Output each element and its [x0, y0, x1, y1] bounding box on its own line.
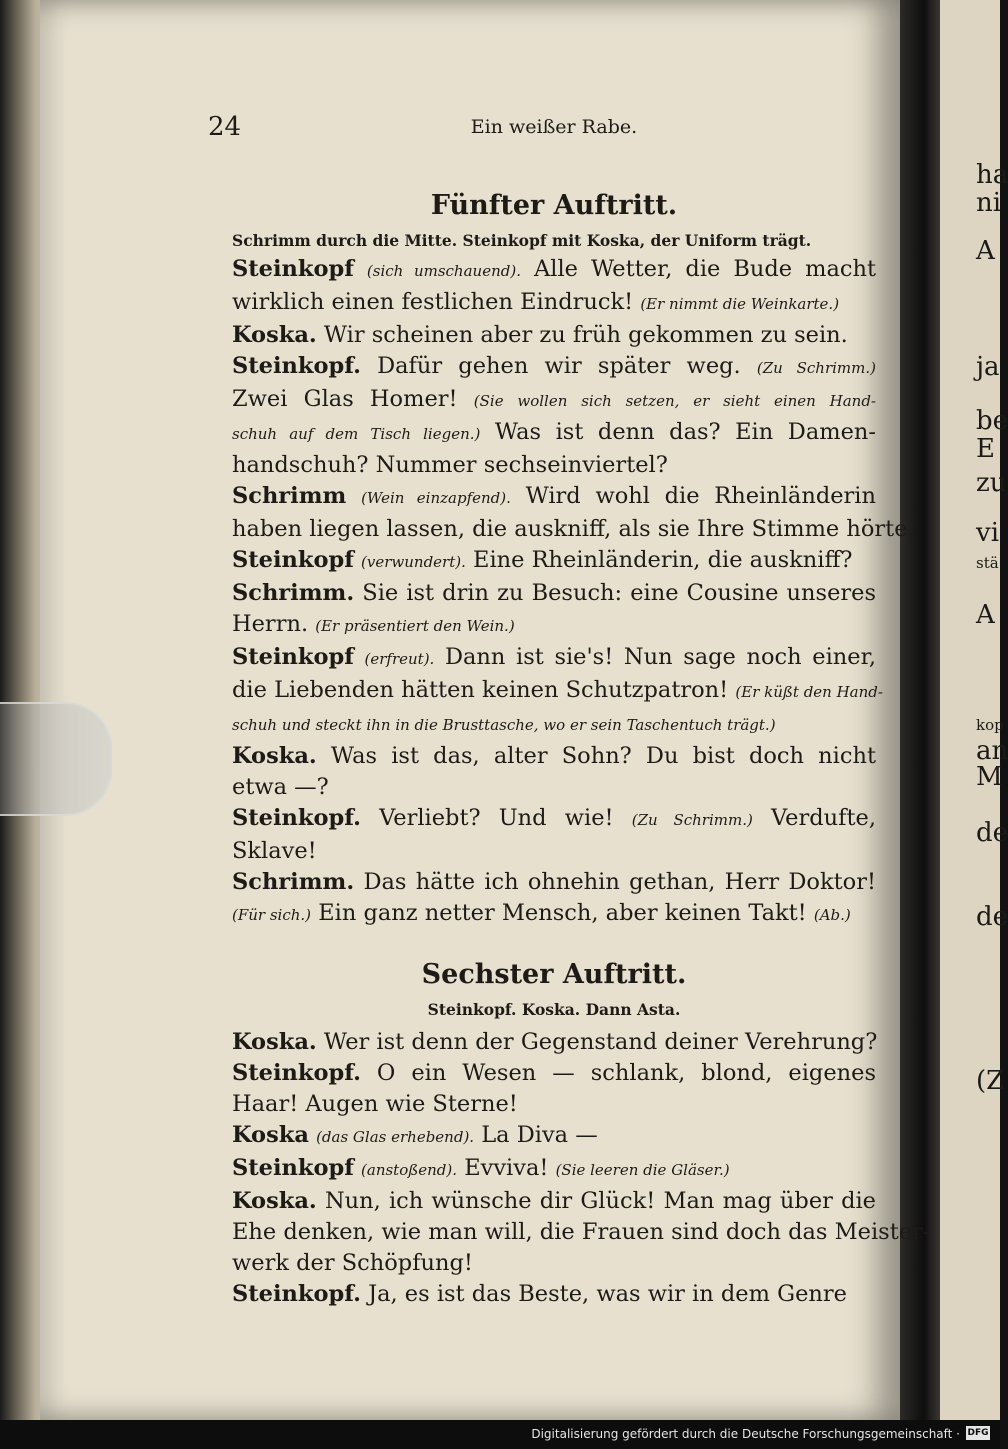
fragment-text: ni: [976, 188, 1002, 218]
footer-credit: Digitalisierung gefördert durch die Deutsche Forschungsgemeinschaft ·: [531, 1427, 960, 1441]
stage-direction: (Zu Schrimm.): [756, 359, 876, 377]
speaker-name: Steinkopf: [232, 547, 354, 573]
speaker-name: Koska.: [232, 1188, 317, 1214]
scene-title: Fünfter Auftritt.: [430, 190, 678, 221]
text-line: [232, 1058, 876, 1089]
stage-direction: (Sie leeren die Gläser.): [555, 1161, 730, 1179]
line-text: Verliebt? Und wie!: [379, 805, 614, 831]
fragment-text: de: [976, 818, 1008, 848]
line-text: La Diva —: [481, 1122, 598, 1148]
text-line: [232, 545, 876, 578]
text-line: [232, 609, 876, 642]
speaker-name: Koska.: [232, 743, 317, 769]
stage-direction: (Ab.): [813, 906, 851, 924]
speaker-name: Schrimm.: [232, 869, 355, 895]
fragment-text: stä: [976, 554, 999, 572]
text-line: [232, 1153, 876, 1186]
line-text: Eine Rheinländerin, die auskniff?: [473, 547, 853, 573]
text-line: [232, 578, 876, 609]
speaker-name: Steinkopf.: [232, 1281, 361, 1307]
line-text: Sklave!: [232, 838, 317, 864]
speaker-name: Koska.: [232, 322, 317, 348]
fragment-text: an: [976, 736, 1008, 766]
fragment-text: vi: [976, 518, 1000, 548]
speaker-name: Koska: [232, 1122, 309, 1148]
line-text: Dafür gehen wir später weg.: [377, 353, 741, 379]
fragment-text: kop: [976, 716, 1004, 734]
line-text: Wird wohl die Rheinländerin: [525, 483, 876, 509]
text-line: [232, 675, 883, 708]
speaker-name: Steinkopf: [232, 1155, 354, 1181]
line-text: Haar! Augen wie Sterne!: [232, 1091, 518, 1117]
page-content: [208, 112, 931, 1310]
line-text: Was ist denn das? Ein Damen-: [494, 419, 876, 445]
scene-title: Sechster Auftritt.: [421, 959, 687, 990]
fragment-text: ha: [976, 160, 1008, 190]
stage-direction: (Zu Schrimm.): [631, 811, 753, 829]
fragment-text: E: [976, 434, 995, 464]
text-line: [232, 1089, 876, 1120]
line-text: Ja, es ist das Beste, was wir in dem Genre: [368, 1281, 847, 1307]
footer-bar: [0, 1420, 1000, 1449]
stage-direction: (verwundert).: [361, 553, 466, 571]
dialogue-block: [232, 254, 915, 931]
line-text: Dann ist sie's! Nun sage noch einer,: [444, 644, 877, 670]
text-line: [232, 898, 876, 931]
text-line: [232, 287, 876, 320]
speaker-name: Steinkopf: [232, 644, 354, 670]
fragment-text: zu: [976, 468, 1007, 498]
stage-direction: (Er präsentiert den Wein.): [315, 617, 515, 635]
line-text: etwa —?: [232, 774, 329, 800]
line-text: O ein Wesen — schlank, blond, eigenes: [376, 1060, 876, 1086]
text-line: [232, 836, 876, 867]
stage-direction: (sich umschauend).: [366, 262, 521, 280]
line-text: Verdufte,: [771, 805, 876, 831]
line-text: handschuh? Nummer sechseinviertel?: [232, 452, 668, 478]
stage-direction: (Wein einzapfend).: [361, 489, 511, 507]
page-number: 24: [208, 112, 242, 142]
stage-direction: schuh und steckt ihn in die Brusttasche, wo er sein Taschentuch trägt.): [232, 716, 776, 734]
stage-direction: (anstoßend).: [361, 1161, 458, 1179]
line-text: wirklich einen festlichen Eindruck!: [232, 289, 634, 315]
running-title: Ein weißer Rabe.: [470, 116, 638, 138]
stage-direction: Schrimm durch die Mitte. Steinkopf mit Koska, der Uniform trägt.: [232, 231, 812, 250]
next-page-fragment: [940, 0, 1008, 1420]
text-line: [232, 1120, 876, 1153]
line-text: Alle Wetter, die Bude macht: [534, 256, 877, 282]
stage-direction: (Er nimmt die Weinkarte.): [640, 295, 840, 313]
line-text: Was ist das, alter Sohn? Du bist doch nicht: [330, 743, 876, 769]
text-line: [232, 417, 876, 450]
text-line: [232, 384, 876, 417]
fragment-text: de: [976, 902, 1008, 932]
line-text: Wir scheinen aber zu früh gekommen zu sein.: [323, 322, 848, 348]
line-text: Das hätte ich ohnehin gethan, Herr Doktor!: [363, 869, 876, 895]
stage-direction: (das Glas erhebend).: [316, 1128, 475, 1146]
line-text: Herrn.: [232, 611, 309, 637]
line-text: Ein ganz netter Mensch, aber keinen Takt!: [318, 900, 807, 926]
text-line: [232, 1279, 876, 1310]
stage-direction: (Sie wollen sich setzen, er sieht einen Hand-: [473, 392, 876, 410]
line-text: Evviva!: [464, 1155, 549, 1181]
text-line: [232, 1027, 876, 1058]
text-line: [232, 867, 876, 898]
stage-direction: (erfreut).: [364, 650, 435, 668]
line-text: Wer ist denn der Gegenstand deiner Verehrung?: [323, 1029, 878, 1055]
stage-direction: (Für sich.): [232, 906, 312, 924]
speaker-name: Steinkopf: [232, 256, 354, 282]
text-line: [232, 642, 876, 675]
stage-direction: (Er küßt den Hand-: [735, 683, 883, 701]
text-line: [232, 450, 876, 481]
clear-bookmark-tab: [0, 702, 112, 816]
dialogue-block: [232, 1027, 931, 1310]
fragment-text: A: [976, 600, 995, 630]
book-gutter: [900, 0, 940, 1420]
fragment-text: (Z: [976, 1066, 1005, 1096]
text-line: [232, 1217, 931, 1248]
text-line: [232, 254, 876, 287]
text-line: [232, 741, 876, 772]
fragment-text: be: [976, 406, 1008, 436]
stage-direction: Steinkopf. Koska. Dann Asta.: [427, 1000, 681, 1019]
line-text: Zwei Glas Homer!: [232, 386, 458, 412]
line-text: Ehe denken, wie man will, die Frauen sind doch das Meister-: [232, 1219, 931, 1245]
dfg-logo: DFG: [967, 1428, 989, 1438]
page-header: [208, 112, 876, 152]
speaker-name: Koska.: [232, 1029, 317, 1055]
text-line: [232, 708, 876, 741]
text-line: [232, 514, 915, 545]
line-text: haben liegen lassen, die auskniff, als sie Ihre Stimme hörte.: [232, 516, 915, 542]
text-line: [232, 1186, 876, 1217]
line-text: Sie ist drin zu Besuch: eine Cousine unseres: [362, 580, 877, 606]
fragment-text: A: [976, 236, 995, 266]
speaker-name: Schrimm: [232, 483, 347, 509]
speaker-name: Steinkopf.: [232, 1060, 361, 1086]
text-line: [232, 1248, 876, 1279]
line-text: Nun, ich wünsche dir Glück! Man mag über die: [324, 1188, 876, 1214]
speaker-name: Steinkopf.: [232, 353, 361, 379]
text-line: [232, 772, 876, 803]
speaker-name: Steinkopf.: [232, 805, 361, 831]
text-line: [232, 481, 876, 514]
text-line: [232, 803, 876, 836]
speaker-name: Schrimm.: [232, 580, 355, 606]
fragment-text: M: [976, 762, 1003, 792]
stage-direction: schuh auf dem Tisch liegen.): [232, 425, 481, 443]
text-line: [232, 351, 876, 384]
text-line: [232, 320, 876, 351]
line-text: die Liebenden hätten keinen Schutzpatron!: [232, 677, 729, 703]
line-text: werk der Schöpfung!: [232, 1250, 473, 1276]
fragment-text: ja: [976, 352, 1000, 382]
